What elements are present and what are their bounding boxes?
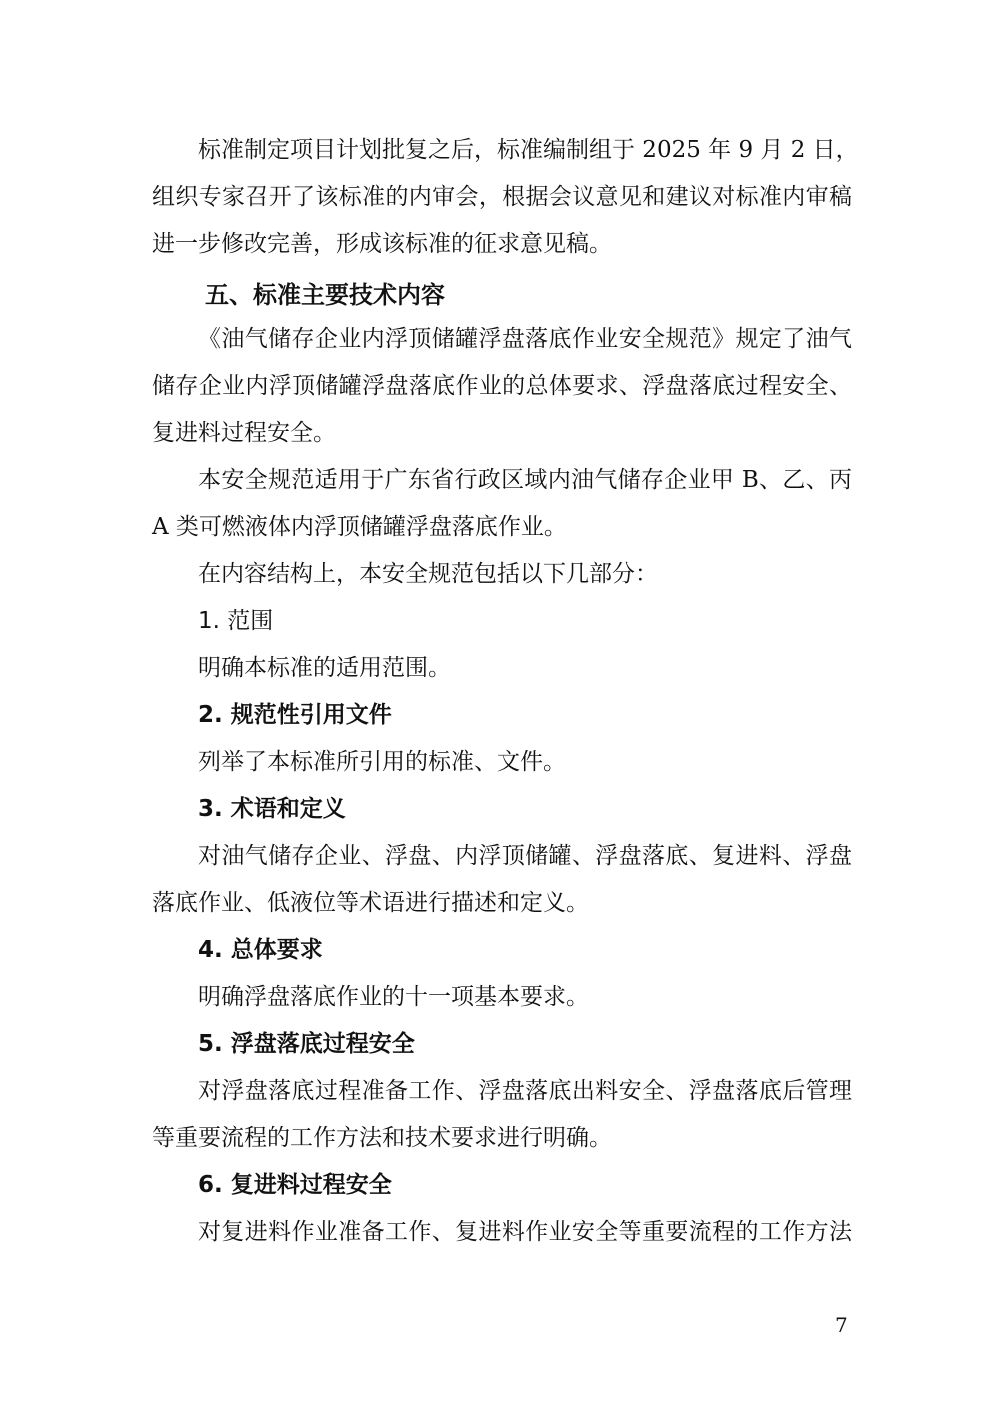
page-number: 7	[835, 1313, 848, 1337]
paragraph-line: A 类可燃液体内浮顶储罐浮盘落底作业。	[152, 514, 567, 540]
subsection-text: 对浮盘落底过程准备工作、浮盘落底出料安全、浮盘落底后管理	[198, 1078, 852, 1104]
paragraph-line: 储存企业内浮顶储罐浮盘落底作业的总体要求、浮盘落底过程安全、	[152, 373, 852, 399]
subsection-title: 2. 规范性引用文件	[198, 702, 392, 728]
paragraph-line: 组织专家召开了该标准的内审会，根据会议意见和建议对标准内审稿	[152, 184, 852, 210]
subsection-title: 4. 总体要求	[198, 937, 323, 963]
subsection-text: 列举了本标准所引用的标准、文件。	[198, 749, 566, 775]
subsection-text: 落底作业、低液位等术语进行描述和定义。	[152, 890, 589, 916]
paragraph-line: 复进料过程安全。	[152, 420, 336, 446]
paragraph-line: 进一步修改完善，形成该标准的征求意见稿。	[152, 231, 612, 257]
subsection-text: 等重要流程的工作方法和技术要求进行明确。	[152, 1125, 612, 1151]
subsection-title: 1. 范围	[198, 608, 274, 634]
subsection-text: 对油气储存企业、浮盘、内浮顶储罐、浮盘落底、复进料、浮盘	[198, 843, 852, 869]
subsection-title: 3. 术语和定义	[198, 796, 346, 822]
subsection-text: 明确浮盘落底作业的十一项基本要求。	[198, 984, 589, 1010]
paragraph-line: 本安全规范适用于广东省行政区域内油气储存企业甲 B、乙、丙	[198, 467, 852, 493]
paragraph-line: 《油气储存企业内浮顶储罐浮盘落底作业安全规范》规定了油气	[198, 326, 852, 352]
paragraph-line: 在内容结构上，本安全规范包括以下几部分：	[198, 561, 658, 587]
subsection-title: 6. 复进料过程安全	[198, 1172, 392, 1198]
subsection-text: 对复进料作业准备工作、复进料作业安全等重要流程的工作方法	[198, 1219, 852, 1245]
subsection-text: 明确本标准的适用范围。	[198, 655, 451, 681]
subsection-title: 5. 浮盘落底过程安全	[198, 1031, 415, 1057]
section-heading: 五、标准主要技术内容	[205, 281, 445, 309]
paragraph-line: 标准制定项目计划批复之后，标准编制组于 2025 年 9 月 2 日，	[198, 137, 859, 163]
